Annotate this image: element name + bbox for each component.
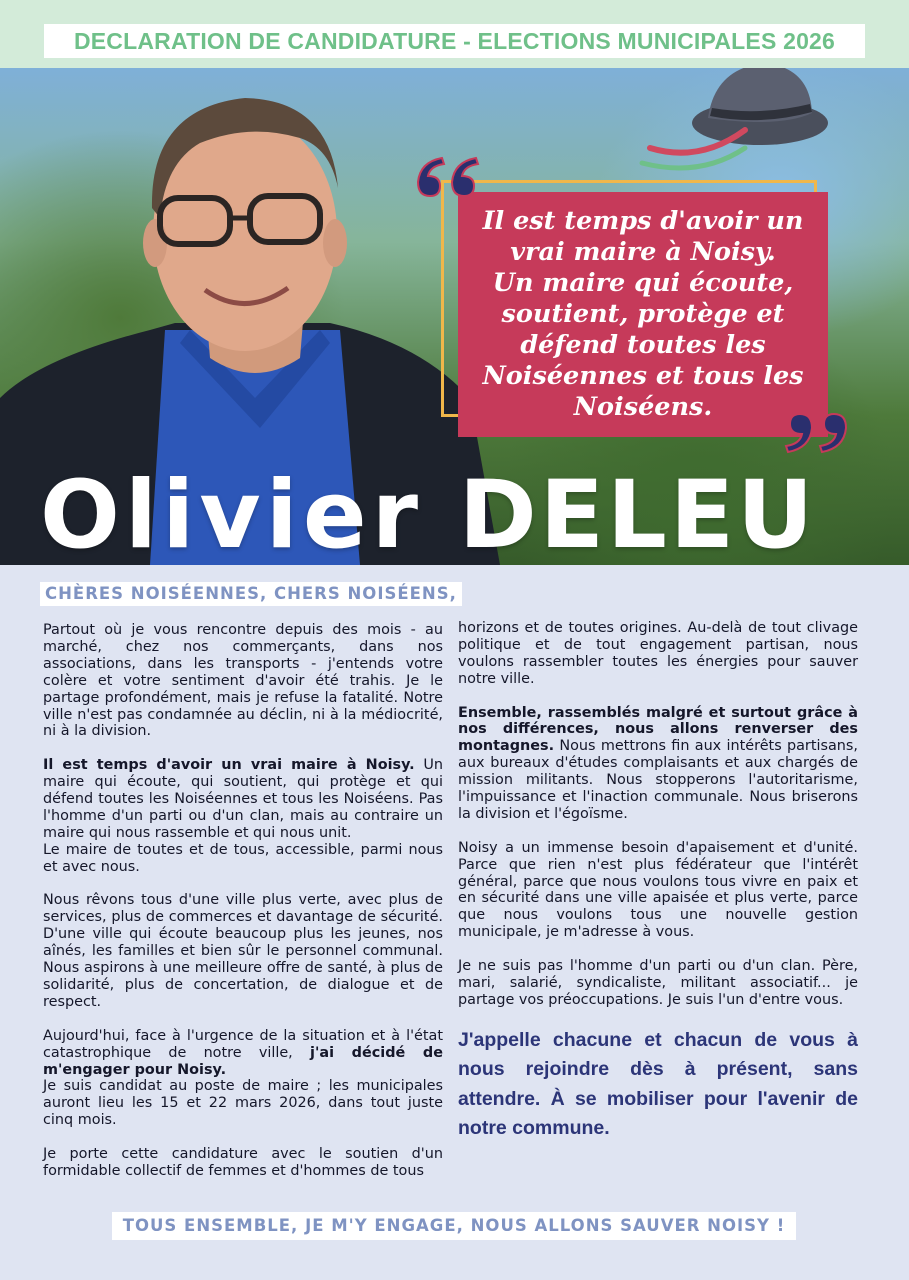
- paragraph: Noisy a un immense besoin d'apaisement et d'unité. Parce que rien n'est plus fédérateur que l'intérêt général, parce que nous voulons tous vivre en paix et en sécurité dans une ville apaisée et plus verte, parce que nous voulons tous une nouvelle gestion municipale, je m'adresse à vous.: [458, 839, 858, 941]
- paragraph: Partout où je vous rencontre depuis des mois - au marché, chez nos commerçants, dans nos associations, dans les transports - j'entends votre colère et votre sentiment d'avoir été trahis. Je le partage profondément, mais je refuse la fatalité. Notre ville n'est pas condamnée au déclin, ni à la médiocrité, ni à la division.: [43, 622, 443, 740]
- candidate-first-name: Olivier: [40, 461, 423, 565]
- hat-logo: [630, 68, 840, 188]
- quote-text: Il est temps d'avoir un vrai maire à Noisy. Un maire qui écoute, soutient, protège et défend toutes les Noiséennes et tous les Noiséens.: [482, 206, 804, 422]
- candidate-last-name: DELEU: [458, 461, 817, 565]
- paragraph: Il est temps d'avoir un vrai maire à Noisy. Un maire qui écoute, qui soutient, qui protège et qui défend toutes les Noiséennes et tous les Noiséens. Pas l'homme d'un parti ou d'un clan, mais au contraire un maire qui nous rassemble et qui nous unit. Le maire de toutes et de tous, accessible, parmi nous et avec nous.: [43, 757, 444, 875]
- paragraph: horizons et de toutes origines. Au-delà de tout clivage politique et de tout engagement partisan, nous voulons rassembler toutes les énergies pour sauver notre ville.: [458, 620, 858, 687]
- paragraph: Je ne suis pas l'homme d'un parti ou d'un clan. Père, mari, salarié, syndicaliste, militant associatif... je partage vos préoccupations. Je suis l'un d'entre vous.: [458, 958, 858, 1008]
- quote-close-icon: [782, 398, 854, 458]
- paragraph: Aujourd'hui, face à l'urgence de la situation et à l'état catastrophique de notre ville, j'ai décidé de m'engager pour Noisy. Je suis candidat au poste de maire ; les municipales auront lieu les 15 et 22 mars 2026, dans tout juste cinq mois.: [43, 1027, 443, 1129]
- quote-open-icon: [412, 152, 484, 212]
- quote-box: [458, 192, 828, 437]
- call-to-action: J'appelle chacune et chacun de vous à nous rejoindre dès à présent, sans attendre. À se mobiliser pour l'avenir de notre commune.: [458, 1028, 858, 1140]
- salutation: CHÈRES NOISÉENNES, CHERS NOISÉENS,: [40, 582, 462, 606]
- paragraph: Nous rêvons tous d'une ville plus verte, avec plus de services, plus de commerces et davantage de sécurité. D'une ville qui écoute beaucoup plus les jeunes, nos aînés, les familles et bien sûr le personnel communal. Nous aspirons à une meilleure offre de santé, à plus de solidarité, plus de concertation, de dialogue et de respect.: [43, 892, 443, 1010]
- letter-column-left: [43, 622, 443, 1197]
- letter-column-right: [458, 620, 858, 1161]
- page-title: DECLARATION DE CANDIDATURE - ELECTIONS MUNICIPALES 2026: [44, 24, 865, 58]
- footer-slogan: TOUS ENSEMBLE, JE M'Y ENGAGE, NOUS ALLONS SAUVER NOISY !: [112, 1212, 796, 1240]
- paragraph: Ensemble, rassemblés malgré et surtout grâce à nos différences, nous allons renverser des montagnes. Nous mettrons fin aux intérêts partisans, aux bureaux d'études complaisants et aux chargés de mission militants. Nous stopperons l'autoritarisme, l'impuissance et l'inaction communale. Nous briserons la division et l'égoïsme.: [458, 704, 858, 822]
- paragraph: Je porte cette candidature avec le soutien d'un formidable collectif de femmes et d'hommes de tous: [43, 1146, 443, 1179]
- candidate-name: [40, 461, 870, 565]
- hero-banner: [0, 68, 909, 565]
